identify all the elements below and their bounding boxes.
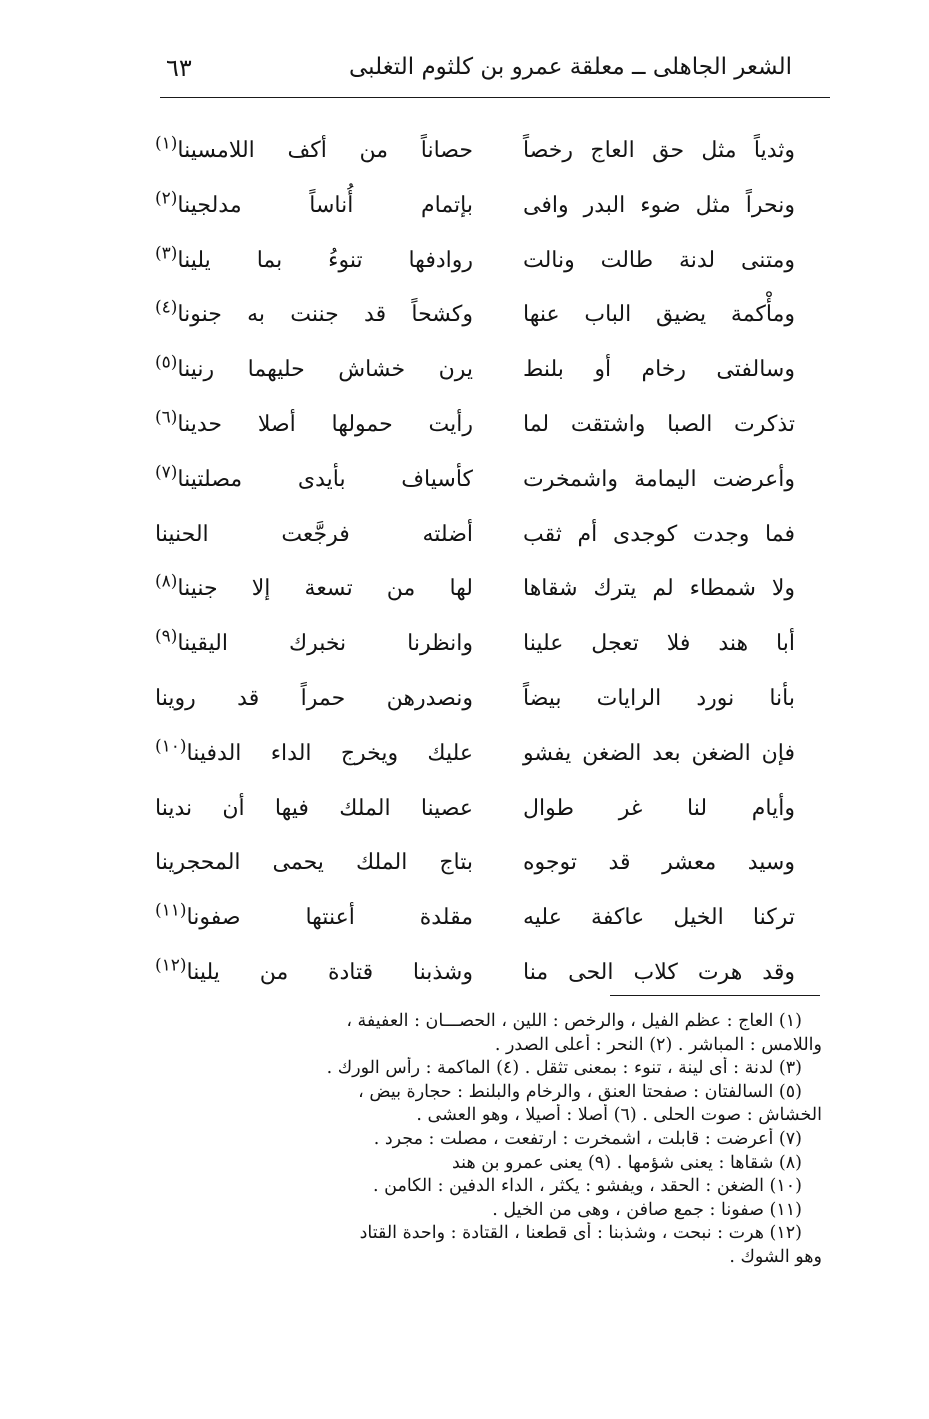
footnote-line: (١) العاج : عظم الفيل ، والرخص : اللين ، الحصـــان : العفيفة ،	[346, 1011, 802, 1031]
verse-first-hemistich: فإن الضغن بعد الضغن يفشو	[523, 740, 795, 766]
verse-line	[155, 844, 795, 899]
verse-first-hemistich: ومتنى لدنة طالت ونالت	[523, 247, 795, 273]
verse-first-hemistich: ومأْكمة يضيق الباب عنها	[523, 302, 795, 328]
verse-second-text: عصينا الملك فيها أن ندينا	[155, 795, 473, 821]
footnote-marker: (٣)	[155, 243, 178, 264]
verse-first-hemistich: وقد هرت كلاب الحى منا	[523, 959, 795, 985]
poem-verses	[155, 132, 795, 1009]
verse-first-hemistich: وثدياً مثل حق العاج رخصاً	[523, 138, 795, 163]
verse-second-text: أضلته فرجَّعت الحنينا	[155, 521, 473, 547]
verse-second-text: بتاج الملك يحمى المحجرينا	[155, 850, 473, 876]
verse-line	[155, 406, 795, 461]
verse-line	[155, 899, 795, 954]
verse-first-hemistich: تذكرت الصبا واشتقت لما	[523, 411, 795, 437]
verse-second-hemistich	[155, 407, 473, 437]
verse-second-text: رأيت حمولها أصلا حدينا	[177, 411, 473, 437]
footnote-marker: (٤)	[155, 298, 178, 319]
verse-second-hemistich	[155, 955, 473, 985]
header-rule	[160, 97, 830, 98]
verse-first-hemistich: بأنا نورد الرايات بيضاً	[523, 685, 795, 711]
footnote-line: (٧) أعرضت : قابلت ، اشمخرت : ارتفعت ، مصلت : مجرد .	[373, 1128, 802, 1149]
verse-second-hemistich	[155, 900, 473, 931]
footnote-marker: (٢)	[155, 188, 178, 209]
verse-second-text: يرن خشاش حليهما رنينا	[177, 357, 473, 383]
verse-line	[155, 680, 795, 735]
verse-second-hemistich	[155, 298, 473, 328]
verse-first-hemistich: وأعرضت اليمامة واشمخرت	[523, 466, 795, 492]
footnote-line: واللامس : المباشر . (٢) النحر : أعلى الصدر .	[494, 1034, 822, 1055]
verse-second-text: وانظرنا نخبرك اليقينا	[177, 631, 473, 657]
verse-second-hemistich	[155, 462, 473, 492]
verse-first-hemistich: أبا هند فلا تعجل علينا	[523, 631, 795, 657]
verse-second-hemistich	[155, 796, 473, 821]
page-number: ٦٣	[166, 54, 192, 82]
footnote-marker: (١١)	[155, 900, 187, 921]
verse-second-text: كأسياف بأيدى مصلتينا	[177, 466, 473, 492]
footnote-marker: (٦)	[155, 407, 178, 428]
verse-line	[155, 516, 795, 571]
footnotes	[150, 1010, 822, 1270]
verse-first-hemistich: تركنا الخيل عاكفة عليه	[523, 905, 795, 931]
verse-line	[155, 296, 795, 351]
footnote-marker: (٨)	[155, 572, 178, 593]
verse-second-hemistich	[155, 352, 473, 383]
verse-second-hemistich	[155, 133, 473, 163]
verse-first-hemistich: ولا شمطاء لم يترك شقاها	[523, 576, 795, 602]
verse-second-hemistich	[155, 736, 473, 766]
verse-line	[155, 625, 795, 680]
footnote-marker: (١٢)	[155, 955, 187, 976]
footnote-line: الخشاش : صوت الحلى . (٦) أصلا : أصيلا ، وهو العشى .	[416, 1105, 822, 1126]
page-header	[160, 48, 830, 94]
footnote-line: (١٢) هرت : نبحت ، وشذبنا : أى قطعنا ، القتادة : واحدة القتاد	[359, 1223, 802, 1244]
verse-second-text: حصاناً من أكف اللامسينا	[177, 138, 473, 163]
verse-second-hemistich	[155, 850, 473, 875]
footnote-marker: (١)	[155, 133, 178, 154]
footnote-line: (١١) صفونا : جمع صافن ، وهى من الخيل .	[492, 1199, 802, 1220]
verse-line	[155, 351, 795, 406]
verse-line	[155, 790, 795, 845]
verse-second-text: وشذبنا قتادة من يلينا	[186, 959, 473, 985]
footnote-line: (٥) السالفتان : صفحتا العنق ، والرخام والبلنط : حجارة بيض ،	[358, 1081, 802, 1102]
footnote-line: وهو الشوك .	[729, 1246, 822, 1267]
footnote-marker: (٥)	[155, 352, 178, 373]
verse-first-hemistich: ونحراً مثل ضوء البدر وافى	[523, 192, 795, 218]
footnote-line: (٣) لدنة : أى لينة ، تنوء : بمعنى تثقل . (٤) الماكمة : رأس الورك .	[326, 1058, 802, 1079]
footnote-rule	[610, 995, 820, 996]
verse-line	[155, 187, 795, 242]
verse-second-hemistich	[155, 243, 473, 273]
footnote-marker: (٧)	[155, 462, 178, 483]
verse-second-text: وكشحاً قد جننت به جنونا	[177, 302, 473, 328]
footnote-marker: (١٠)	[155, 736, 187, 757]
verse-second-hemistich	[155, 626, 473, 657]
verse-line	[155, 954, 795, 1009]
verse-first-hemistich: فما وجدت كوجدى أم ثقب	[523, 521, 795, 547]
verse-second-text: مقلدة أعنتها صفونا	[186, 905, 473, 931]
verse-second-hemistich	[155, 522, 473, 547]
verse-second-hemistich	[155, 572, 473, 602]
verse-second-text: روادفها تنوءُ بما يلينا	[177, 247, 473, 273]
verse-line	[155, 735, 795, 790]
verse-second-text: عليك ويخرج الداء الدفينا	[186, 740, 473, 766]
verse-second-text: لها من تسعة إلا جنينا	[177, 576, 473, 602]
verse-second-text: ونصدرهن حمراً قد روينا	[155, 685, 473, 711]
footnote-marker: (٩)	[155, 626, 178, 647]
verse-second-text: بإتمام أُناساً مدلجينا	[177, 192, 473, 218]
footnote-line: (١٠) الضغن : الحقد ، ويفشو : يكثر ، الداء الدفين : الكامن .	[373, 1176, 802, 1197]
verse-line	[155, 461, 795, 516]
verse-first-hemistich: وسالفتى رخام أو بلنط	[523, 357, 795, 383]
verse-first-hemistich: وسيد معشر قد توجوه	[523, 850, 795, 876]
running-title: الشعر الجاهلى ــ معلقة عمرو بن كلثوم التغلبى	[348, 54, 792, 80]
verse-second-hemistich	[155, 188, 473, 218]
verse-line	[155, 132, 795, 187]
verse-line	[155, 242, 795, 297]
footnote-line: (٨) شقاها : يعنى شؤمها . (٩) يعنى عمرو بن هند	[451, 1152, 802, 1173]
verse-line	[155, 570, 795, 625]
verse-second-hemistich	[155, 686, 473, 711]
verse-first-hemistich: وأيام لنا غر طوال	[523, 795, 795, 821]
